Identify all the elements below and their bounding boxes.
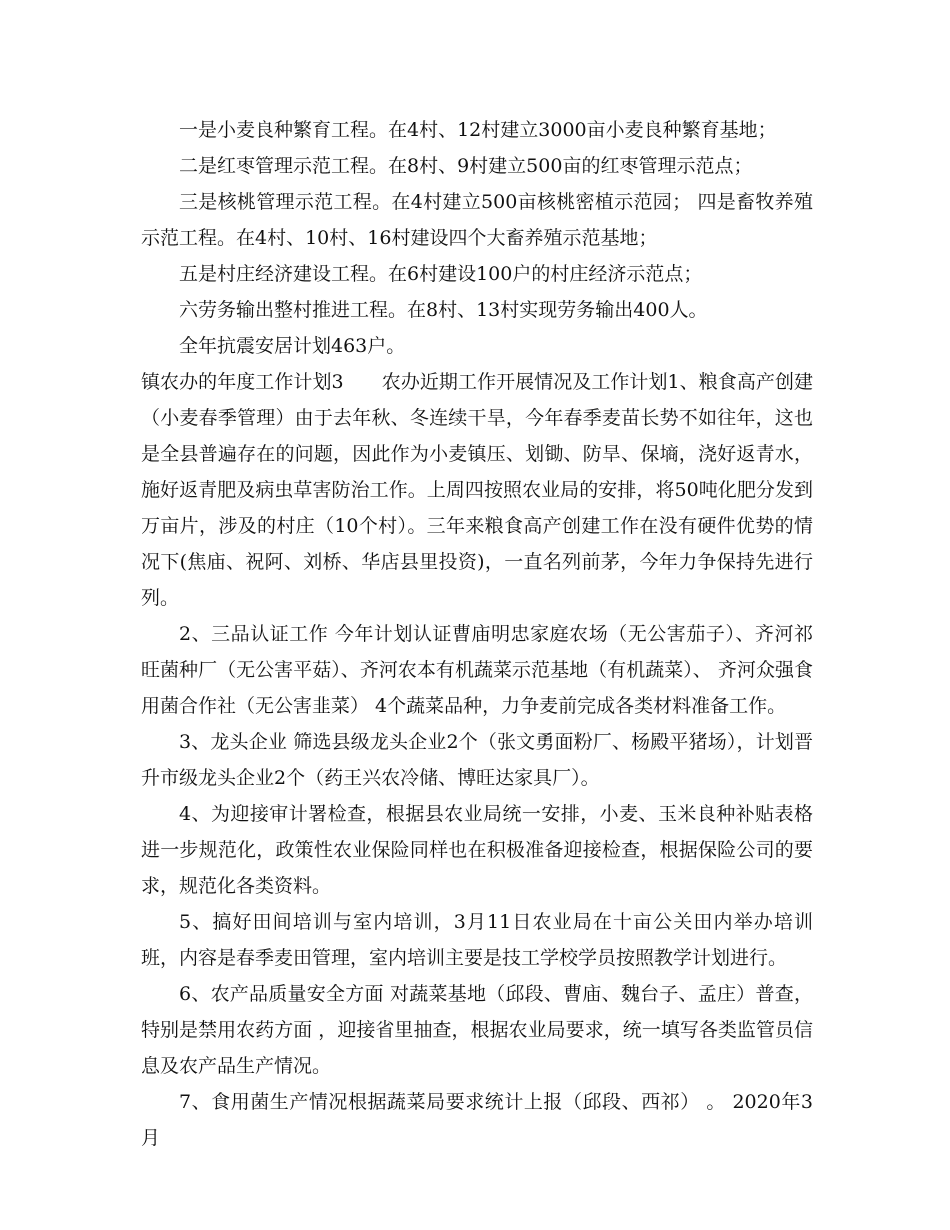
paragraph-annual-plan-3: 镇农办的年度工作计划3 农办近期工作开展情况及工作计划1、粮食高产创建（小麦春季管理）由于去年秋、冬连续干旱，今年春季麦苗长势不如往年，这也是全县普遍存在的问题，因此作为小麦镇压、划锄、防旱、保墒，浇好返青水，施好返青肥及病虫草害防治工作。上周四按照农业局的安排，将50吨化肥分发到万亩片，涉及的村庄（10个村）。三年来粮食高产创建工作在没有硬件优势的情况下(焦庙、祝阿、刘桥、华店县里投资)，一直名列前茅，今年力争保持先进行列。 bbox=[141, 371, 813, 609]
document-body bbox=[141, 112, 813, 1156]
paragraph-wheat-breeding: 一是小麦良种繁育工程。在4村、12村建立3000亩小麦良种繁育基地； bbox=[179, 119, 777, 141]
paragraph-training: 5、搞好田间培训与室内培训，3月11日农业局在十亩公关田内举办培训班，内容是春季麦田管理，室内培训主要是技工学校学员按照教学计划进行。 bbox=[141, 911, 813, 969]
paragraph-product-safety: 6、农产品质量安全方面 对蔬菜基地（邱段、曹庙、魏台子、孟庄）普查，特别是禁用农药方面 ，迎接省里抽查，根据农业局要求，统一填写各类监管员信息及农产品生产情况。 bbox=[141, 983, 813, 1077]
paragraph-village-economy: 五是村庄经济建设工程。在6村建设100户的村庄经济示范点； bbox=[179, 263, 703, 285]
paragraph-audit-inspection: 4、为迎接审计署检查，根据县农业局统一安排，小麦、玉米良种补贴表格进一步规范化，政策性农业保险同样也在积极准备迎接检查，根据保险公司的要求，规范化各类资料。 bbox=[141, 803, 813, 897]
paragraph-leading-enterprise: 3、龙头企业 筛选县级龙头企业2个（张文勇面粉厂、杨殿平猪场），计划晋升市级龙头企业2个（药王兴农冷储、博旺达家具厂）。 bbox=[141, 731, 813, 789]
paragraph-certification: 2、三品认证工作 今年计划认证曹庙明忠家庭农场（无公害茄子）、齐河祁旺菌种厂（无公害平菇）、齐河农本有机蔬菜示范基地（有机蔬菜）、 齐河众强食用菌合作社（无公害韭菜） 4个蔬菜品种，力争麦前完成各类材料准备工作。 bbox=[141, 623, 813, 717]
paragraph-earthquake-housing: 全年抗震安居计划463户。 bbox=[179, 335, 406, 357]
paragraph-labor-export: 六劳务输出整村推进工程。在8村、13村实现劳务输出400人。 bbox=[179, 299, 708, 321]
paragraph-mushroom-production: 7、食用菌生产情况根据蔬菜局要求统计上报（邱段、西祁） 。 2020年3月 bbox=[141, 1091, 813, 1149]
paragraph-walnut-livestock: 三是核桃管理示范工程。在4村建立500亩核桃密植示范园； 四是畜牧养殖示范工程。在4村、10村、16村建设四个大畜养殖示范基地； bbox=[141, 191, 813, 249]
paragraph-red-jujube: 二是红枣管理示范工程。在8村、9村建立500亩的红枣管理示范点； bbox=[179, 155, 753, 177]
